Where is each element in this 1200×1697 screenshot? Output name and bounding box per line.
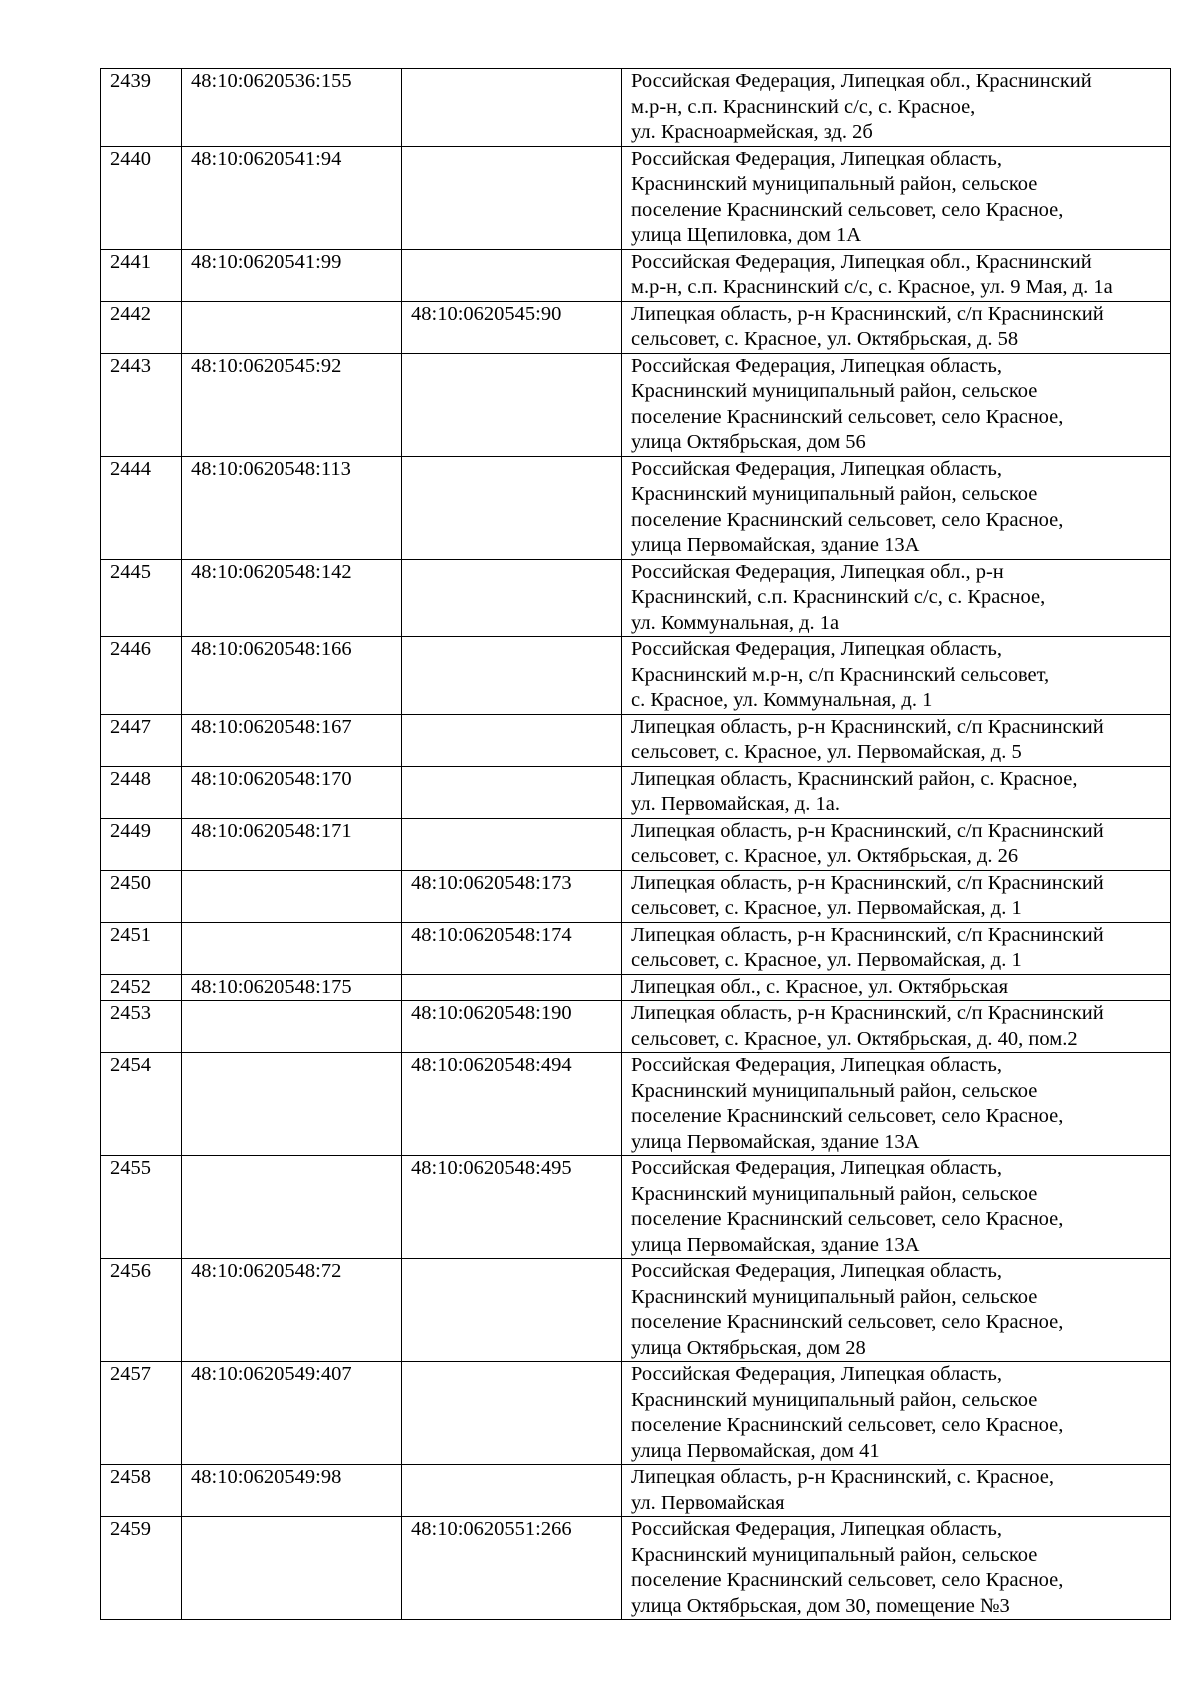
- table-row: [101, 766, 1171, 818]
- cadastral-number-cell: [182, 1517, 402, 1620]
- cadastral-number-cell: 48:10:0620549:407: [182, 1362, 402, 1465]
- cadastral-number-cell: 48:10:0620541:99: [182, 249, 402, 301]
- cadastral-number-cell: [182, 870, 402, 922]
- cadastral-number-alt-cell: [402, 974, 622, 1001]
- cadastral-number-alt-cell: [402, 714, 622, 766]
- cadastral-number-alt-cell: 48:10:0620548:494: [402, 1053, 622, 1156]
- cadastral-number-cell: [182, 1001, 402, 1053]
- table-row: [101, 922, 1171, 974]
- row-number-cell: 2447: [101, 714, 182, 766]
- address-cell: Российская Федерация, Липецкая область, Краснинский муниципальный район, сельское поселение Краснинский сельсовет, село Красное, улица Октябрьская, дом 28: [622, 1259, 1171, 1362]
- cadastral-number-alt-cell: 48:10:0620548:173: [402, 870, 622, 922]
- table-body: [101, 69, 1171, 1620]
- cadastral-number-cell: 48:10:0620536:155: [182, 69, 402, 147]
- address-cell: Российская Федерация, Липецкая область, Краснинский муниципальный район, сельское поселение Краснинский сельсовет, село Красное, улица Октябрьская, дом 30, помещение №3: [622, 1517, 1171, 1620]
- table-row: [101, 301, 1171, 353]
- cadastral-number-alt-cell: [402, 559, 622, 637]
- row-number-cell: 2457: [101, 1362, 182, 1465]
- cadastral-number-alt-cell: [402, 1465, 622, 1517]
- row-number-cell: 2449: [101, 818, 182, 870]
- cadastral-number-alt-cell: 48:10:0620545:90: [402, 301, 622, 353]
- address-cell: Липецкая область, р-н Краснинский, с/п Краснинский сельсовет, с. Красное, ул. Октябрьская, д. 26: [622, 818, 1171, 870]
- cadastral-number-cell: 48:10:0620548:175: [182, 974, 402, 1001]
- address-cell: Липецкая область, р-н Краснинский, с/п Краснинский сельсовет, с. Красное, ул. Первомайская, д. 5: [622, 714, 1171, 766]
- cadastral-number-cell: 48:10:0620548:142: [182, 559, 402, 637]
- cadastral-number-cell: 48:10:0620548:72: [182, 1259, 402, 1362]
- address-cell: Российская Федерация, Липецкая область, Краснинский муниципальный район, сельское поселение Краснинский сельсовет, село Красное, улица Щепиловка, дом 1А: [622, 146, 1171, 249]
- cadastral-number-alt-cell: [402, 637, 622, 715]
- address-cell: Российская Федерация, Липецкая область, Краснинский муниципальный район, сельское поселение Краснинский сельсовет, село Красное, улица Первомайская, здание 13А: [622, 1053, 1171, 1156]
- table-row: [101, 249, 1171, 301]
- cadastral-number-cell: [182, 1156, 402, 1259]
- address-cell: Российская Федерация, Липецкая область, Краснинский муниципальный район, сельское поселение Краснинский сельсовет, село Красное, улица Первомайская, здание 13А: [622, 456, 1171, 559]
- cadastral-number-cell: 48:10:0620541:94: [182, 146, 402, 249]
- row-number-cell: 2451: [101, 922, 182, 974]
- table-row: [101, 637, 1171, 715]
- cadastral-number-cell: [182, 301, 402, 353]
- table-row: [101, 1053, 1171, 1156]
- row-number-cell: 2452: [101, 974, 182, 1001]
- table-row: [101, 1465, 1171, 1517]
- row-number-cell: 2448: [101, 766, 182, 818]
- row-number-cell: 2440: [101, 146, 182, 249]
- table-row: [101, 1156, 1171, 1259]
- table-row: [101, 353, 1171, 456]
- row-number-cell: 2441: [101, 249, 182, 301]
- cadastral-number-cell: 48:10:0620548:167: [182, 714, 402, 766]
- address-cell: Липецкая область, р-н Краснинский, с/п Краснинский сельсовет, с. Красное, ул. Октябрьская, д. 40, пом.2: [622, 1001, 1171, 1053]
- cadastral-number-alt-cell: 48:10:0620548:190: [402, 1001, 622, 1053]
- address-cell: Российская Федерация, Липецкая область, Краснинский муниципальный район, сельское поселение Краснинский сельсовет, село Красное, улица Первомайская, здание 13А: [622, 1156, 1171, 1259]
- cadastral-number-alt-cell: 48:10:0620551:266: [402, 1517, 622, 1620]
- cadastral-number-alt-cell: [402, 818, 622, 870]
- cadastral-number-alt-cell: [402, 1259, 622, 1362]
- table-row: [101, 146, 1171, 249]
- address-cell: Липецкая область, р-н Краснинский, с/п Краснинский сельсовет, с. Красное, ул. Первомайская, д. 1: [622, 870, 1171, 922]
- table-row: [101, 1259, 1171, 1362]
- row-number-cell: 2443: [101, 353, 182, 456]
- cadastral-number-cell: 48:10:0620548:170: [182, 766, 402, 818]
- row-number-cell: 2450: [101, 870, 182, 922]
- cadastral-number-cell: 48:10:0620548:166: [182, 637, 402, 715]
- cadastral-number-alt-cell: [402, 249, 622, 301]
- address-cell: Российская Федерация, Липецкая область, Краснинский м.р-н, с/п Краснинский сельсовет, с. Красное, ул. Коммунальная, д. 1: [622, 637, 1171, 715]
- cadastral-number-cell: 48:10:0620548:113: [182, 456, 402, 559]
- cadastral-number-alt-cell: [402, 456, 622, 559]
- address-cell: Российская Федерация, Липецкая область, Краснинский муниципальный район, сельское поселение Краснинский сельсовет, село Красное, улица Первомайская, дом 41: [622, 1362, 1171, 1465]
- property-table: [100, 68, 1171, 1620]
- table-row: [101, 1362, 1171, 1465]
- address-cell: Липецкая область, р-н Краснинский, с/п Краснинский сельсовет, с. Красное, ул. Октябрьская, д. 58: [622, 301, 1171, 353]
- row-number-cell: 2456: [101, 1259, 182, 1362]
- row-number-cell: 2439: [101, 69, 182, 147]
- cadastral-number-alt-cell: [402, 1362, 622, 1465]
- cadastral-number-cell: [182, 922, 402, 974]
- cadastral-number-alt-cell: 48:10:0620548:495: [402, 1156, 622, 1259]
- cadastral-number-cell: [182, 1053, 402, 1156]
- table-row: [101, 559, 1171, 637]
- row-number-cell: 2446: [101, 637, 182, 715]
- address-cell: Российская Федерация, Липецкая обл., Краснинский м.р-н, с.п. Краснинский с/с, с. Красное, ул. Красноармейская, зд. 2б: [622, 69, 1171, 147]
- row-number-cell: 2458: [101, 1465, 182, 1517]
- table-row: [101, 1517, 1171, 1620]
- table-row: [101, 69, 1171, 147]
- row-number-cell: 2459: [101, 1517, 182, 1620]
- cadastral-number-alt-cell: [402, 146, 622, 249]
- row-number-cell: 2442: [101, 301, 182, 353]
- table-row: [101, 714, 1171, 766]
- cadastral-number-cell: 48:10:0620549:98: [182, 1465, 402, 1517]
- address-cell: Липецкая область, р-н Краснинский, с. Красное, ул. Первомайская: [622, 1465, 1171, 1517]
- table-row: [101, 818, 1171, 870]
- address-cell: Российская Федерация, Липецкая область, Краснинский муниципальный район, сельское поселение Краснинский сельсовет, село Красное, улица Октябрьская, дом 56: [622, 353, 1171, 456]
- cadastral-number-alt-cell: 48:10:0620548:174: [402, 922, 622, 974]
- cadastral-number-cell: 48:10:0620548:171: [182, 818, 402, 870]
- address-cell: Липецкая область, р-н Краснинский, с/п Краснинский сельсовет, с. Красное, ул. Первомайская, д. 1: [622, 922, 1171, 974]
- table-row: [101, 974, 1171, 1001]
- cadastral-number-alt-cell: [402, 766, 622, 818]
- cadastral-number-cell: 48:10:0620545:92: [182, 353, 402, 456]
- table-row: [101, 456, 1171, 559]
- address-cell: Российская Федерация, Липецкая обл., р-н Краснинский, с.п. Краснинский с/с, с. Красное, ул. Коммунальная, д. 1а: [622, 559, 1171, 637]
- row-number-cell: 2453: [101, 1001, 182, 1053]
- address-cell: Российская Федерация, Липецкая обл., Краснинский м.р-н, с.п. Краснинский с/с, с. Красное, ул. 9 Мая, д. 1а: [622, 249, 1171, 301]
- address-cell: Липецкая область, Краснинский район, с. Красное, ул. Первомайская, д. 1а.: [622, 766, 1171, 818]
- row-number-cell: 2445: [101, 559, 182, 637]
- table-row: [101, 870, 1171, 922]
- row-number-cell: 2444: [101, 456, 182, 559]
- table-row: [101, 1001, 1171, 1053]
- cadastral-number-alt-cell: [402, 69, 622, 147]
- cadastral-number-alt-cell: [402, 353, 622, 456]
- row-number-cell: 2454: [101, 1053, 182, 1156]
- row-number-cell: 2455: [101, 1156, 182, 1259]
- address-cell: Липецкая обл., с. Красное, ул. Октябрьская: [622, 974, 1171, 1001]
